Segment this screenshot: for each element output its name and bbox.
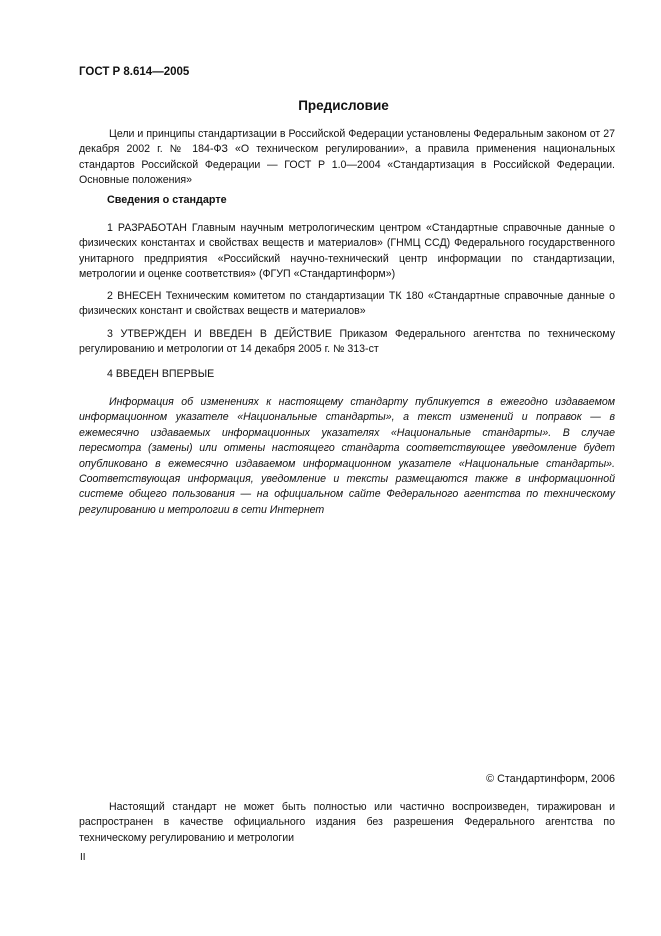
list-item-introduced: 4 ВВЕДЕН ВПЕРВЫЕ <box>107 368 215 380</box>
notice-paragraph: Информация об изменениях к настоящему стандарту публикуется в ежегодно издаваемом информационном указателе «Национальные стандарты», а текст изменений и поправок — в ежемесячно издаваемых информационных указателях «Национальные стандарты». В случае пересмотра (замены) или отмены настоящего стандарта соответствующее уведомление будет опубликовано в ежемесячно издаваемом информационном указателе «Национальные стандарты». Соответствующая информация, уведомление и тексты размещаются также в информационной системе общего пользования — на официальном сайте Федерального агентства по техническому регулированию и метрологии в сети Интернет <box>79 396 615 516</box>
intro-paragraph: Цели и принципы стандартизации в Российской Федерации установлены Федеральным законом от 27 декабря 2002 г. № 184-ФЗ «О техническом регулировании», а правила применения национальных стандартов Российской Федерации — ГОСТ Р 1.0—2004 «Стандартизация в Российской Федерации. Основные положения» <box>79 128 615 187</box>
list-item-submitted: 2 ВНЕСЕН Техническим комитетом по стандартизации ТК 180 «Стандартные справочные данные о физических констант и свойствах веществ и материалов» <box>79 290 615 318</box>
page-number: II <box>80 852 86 863</box>
list-item-developed: 1 РАЗРАБОТАН Главным научным метрологическим центром «Стандартные справочные данные о физических константах и свойствах веществ и материалов» (ГНМЦ ССД) Федерального государственного унитарного предприятия «Российский научно-технический центр информации по стандартизации, метрологии и оценке соответствия» (ФГУП «Стандартинформ») <box>79 222 615 281</box>
footer-note: Настоящий стандарт не может быть полностью или частично воспроизведен, тиражирован и распространен в качестве официального издания без разрешения Федерального агентства по техническому регулированию и метрологии <box>79 801 615 844</box>
list-item-approved: 3 УТВЕРЖДЕН И ВВЕДЕН В ДЕЙСТВИЕ Приказом Федерального агентства по техническому регулированию и метрологии от 14 декабря 2005 г. № 313-ст <box>79 328 615 356</box>
copyright-line: © Стандартинформ, 2006 <box>486 773 615 785</box>
section-subheading: Сведения о стандарте <box>107 194 227 206</box>
page-title: Предисловие <box>298 98 389 113</box>
document-header: ГОСТ Р 8.614—2005 <box>79 66 190 78</box>
